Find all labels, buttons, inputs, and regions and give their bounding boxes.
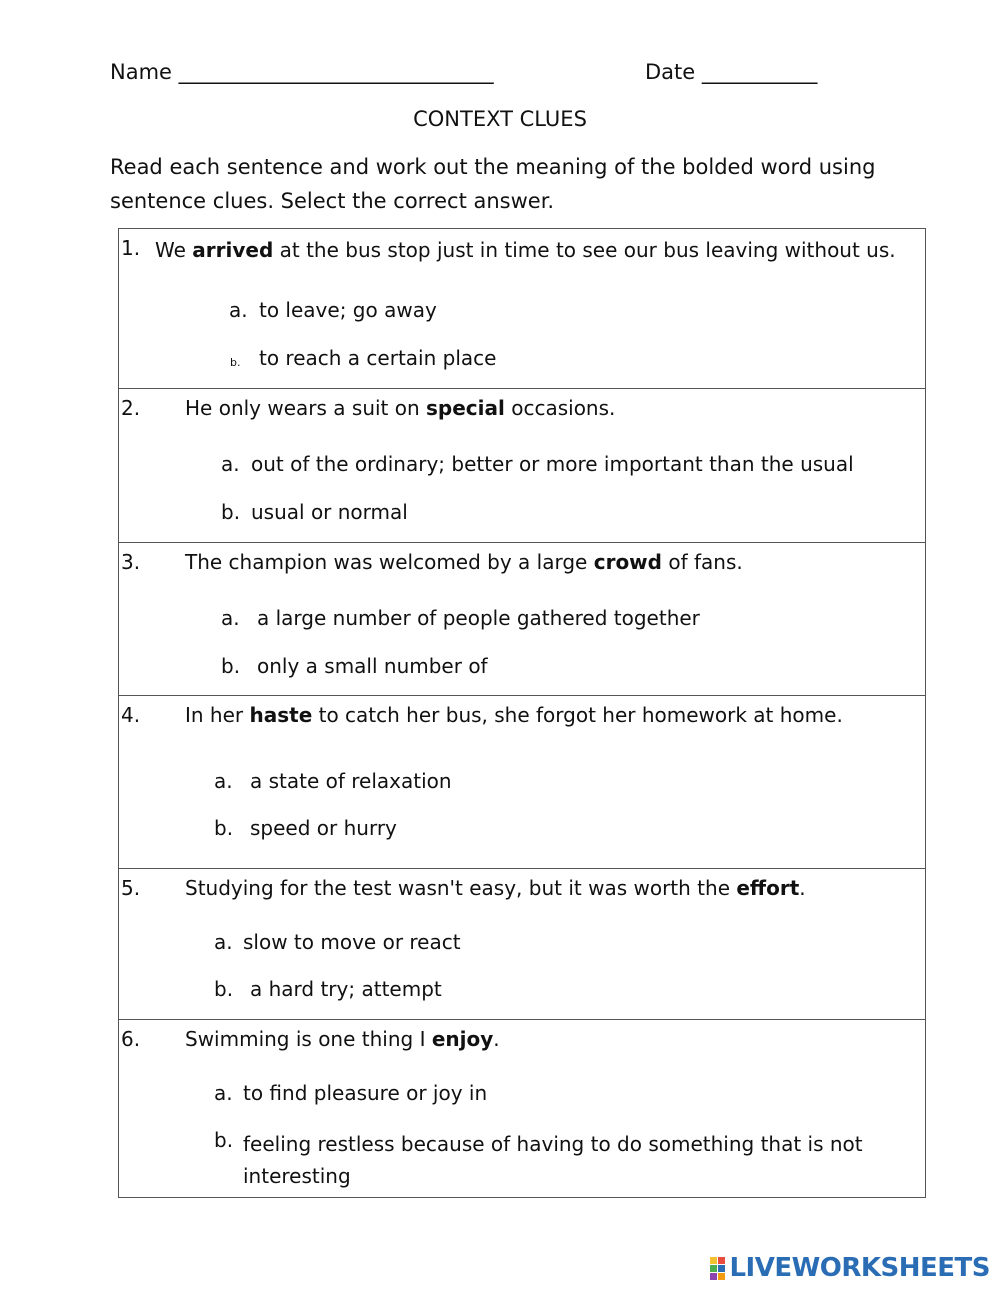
- question-number: 1.: [121, 236, 141, 260]
- instructions: Read each sentence and work out the meaning of the bolded word using sentence clues. Select the correct answer.: [110, 155, 876, 213]
- question-row-1: [119, 229, 925, 388]
- option-a-label: a.: [214, 1081, 233, 1105]
- option-b-button[interactable]: to reach a certain place: [259, 346, 497, 370]
- option-a-button[interactable]: a state of relaxation: [250, 769, 452, 793]
- logo-mark-icon: [710, 1257, 725, 1280]
- option-b-button[interactable]: a hard try; attempt: [250, 977, 442, 1001]
- stem-text: We: [155, 238, 193, 262]
- question-stem: [185, 876, 806, 900]
- question-row-6: [119, 1019, 925, 1197]
- option-a-button[interactable]: a large number of people gathered together: [257, 606, 700, 630]
- stem-text: In her: [185, 703, 250, 727]
- option-b-label: b.: [221, 654, 241, 678]
- option-b-button[interactable]: feeling restless because of having to do something that is not interesting: [243, 1132, 863, 1188]
- question-number: 3.: [121, 550, 141, 574]
- option-a-label: a.: [229, 298, 248, 322]
- option-b-button[interactable]: usual or normal: [251, 500, 408, 524]
- name-field: [110, 60, 494, 84]
- logo-block: [718, 1257, 725, 1264]
- question-number: 6.: [121, 1027, 141, 1051]
- page-title: CONTEXT CLUES: [413, 107, 587, 131]
- option-b-button[interactable]: only a small number of: [257, 654, 488, 678]
- liveworksheets-logo: [710, 1253, 990, 1283]
- option-a-label: a.: [214, 769, 233, 793]
- stem-text: Swimming is one thing I: [185, 1027, 432, 1051]
- option-a-label: a.: [221, 606, 240, 630]
- logo-block: [710, 1257, 717, 1264]
- option-a-button[interactable]: out of the ordinary; better or more important than the usual: [251, 452, 854, 476]
- stem-text: of fans.: [661, 550, 743, 574]
- bold-word: effort: [736, 876, 800, 900]
- option-a-label: a.: [221, 452, 240, 476]
- date-field: [645, 60, 817, 84]
- question-stem: [185, 550, 743, 574]
- bold-word: special: [426, 396, 505, 420]
- stem-text: Studying for the test wasn't easy, but it was worth the: [185, 876, 737, 900]
- stem-text: The champion was welcomed by a large: [185, 550, 594, 574]
- question-number: 4.: [121, 703, 141, 727]
- logo-block: [710, 1265, 717, 1272]
- option-a-button[interactable]: slow to move or react: [243, 930, 461, 954]
- stem-text: to catch her bus, she forgot her homework at home.: [312, 703, 843, 727]
- logo-text: LIVEWORKSHEETS: [729, 1253, 990, 1283]
- question-row-3: [119, 542, 925, 695]
- question-row-5: [119, 868, 925, 1019]
- question-table: [118, 228, 926, 1198]
- question-stem: [155, 234, 915, 266]
- question-number: 5.: [121, 876, 141, 900]
- option-b-label: b.: [221, 500, 241, 524]
- stem-text: at the bus stop just in time to see our bus leaving without us.: [273, 238, 896, 262]
- logo-block: [718, 1265, 725, 1272]
- question-stem: [185, 396, 615, 420]
- bold-word: crowd: [593, 550, 662, 574]
- bold-word: haste: [249, 703, 313, 727]
- logo-block: [710, 1273, 717, 1280]
- option-b-label: b.: [230, 356, 241, 369]
- stem-text: He only wears a suit on: [185, 396, 427, 420]
- date-blank: ___________: [701, 60, 818, 84]
- stem-text: .: [799, 876, 806, 900]
- option-b-label: b.: [214, 1128, 234, 1152]
- option-a-label: a.: [214, 930, 233, 954]
- question-number: 2.: [121, 396, 141, 420]
- option-a-button[interactable]: to find pleasure or joy in: [243, 1081, 488, 1105]
- name-label: Name: [110, 60, 172, 84]
- option-b-label: b.: [214, 816, 234, 840]
- question-stem: [185, 703, 843, 727]
- logo-block: [718, 1273, 725, 1280]
- option-a-button[interactable]: to leave; go away: [259, 298, 437, 322]
- option-b-button[interactable]: speed or hurry: [250, 816, 397, 840]
- question-row-4: [119, 695, 925, 868]
- stem-text: .: [493, 1027, 500, 1051]
- question-row-2: [119, 388, 925, 542]
- stem-text: occasions.: [504, 396, 616, 420]
- bold-word: enjoy: [431, 1027, 494, 1051]
- name-blank: ______________________________: [178, 60, 494, 84]
- bold-word: arrived: [192, 238, 274, 262]
- question-stem: [185, 1027, 500, 1051]
- option-b-label: b.: [214, 977, 234, 1001]
- date-label: Date: [645, 60, 696, 84]
